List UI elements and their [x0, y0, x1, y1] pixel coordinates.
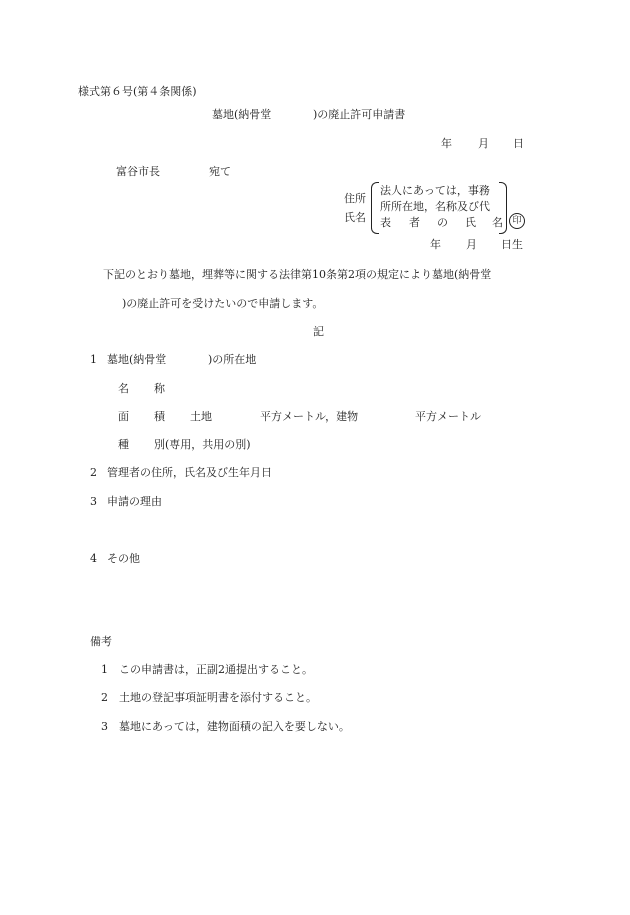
- corporate-note-line2: 所所在地，名称及び代: [380, 200, 490, 213]
- item1-type-char1: 種: [118, 438, 129, 451]
- date-day-label: 日: [513, 137, 524, 150]
- note-number: 2: [101, 691, 108, 704]
- corporate-note-line1: 法人にあっては，事務: [380, 184, 490, 197]
- addressee-suffix: 宛て: [209, 165, 231, 178]
- address-label: 住所: [344, 192, 366, 205]
- item3-number: 3: [90, 495, 97, 508]
- note-number: 1: [101, 663, 108, 676]
- note-text: 土地の登記事項証明書を添付すること。: [119, 691, 317, 704]
- item1-name-char1: 名: [118, 382, 129, 395]
- item1-label-prefix: 墓地(納骨堂: [107, 353, 167, 366]
- title-prefix: 墓地(納骨堂: [212, 108, 272, 121]
- corporate-note-char: 氏: [465, 216, 476, 229]
- date-year-label: 年: [441, 137, 452, 150]
- date-month-label: 月: [478, 137, 489, 150]
- item1-building-unit: 平方メートル: [415, 410, 481, 423]
- item1-land-unit: 平方メートル，建物: [260, 410, 359, 423]
- item1-land-label: 土地: [190, 410, 212, 423]
- birth-year-label: 年: [430, 238, 441, 251]
- body-line2: )の廃止許可を受けたいので申請します。: [122, 297, 324, 310]
- item2-label: 管理者の住所，氏名及び生年月日: [107, 466, 272, 479]
- addressee-name: 富谷市長: [116, 165, 160, 178]
- ki-heading: 記: [313, 325, 324, 338]
- item1-area-char2: 積: [154, 410, 165, 423]
- corporate-note-char: の: [437, 216, 448, 229]
- item1-number: 1: [90, 353, 97, 366]
- item1-name-char2: 称: [154, 382, 165, 395]
- note-bracket-left: [371, 182, 379, 234]
- item1-area-char1: 面: [118, 410, 129, 423]
- item1-type-rest: 別(専用，共用の別): [154, 438, 251, 451]
- title-suffix: )の廃止許可申請書: [313, 108, 406, 121]
- birth-day-label: 日生: [501, 238, 523, 251]
- note-text: 墓地にあっては，建物面積の記入を要しない。: [119, 720, 350, 733]
- item2-number: 2: [90, 466, 97, 479]
- note-number: 3: [101, 720, 108, 733]
- item3-label: 申請の理由: [107, 495, 162, 508]
- item1-label-suffix: )の所在地: [208, 353, 257, 366]
- form-number: 様式第６号(第４条関係): [78, 85, 197, 98]
- seal-mark: 印: [509, 213, 525, 229]
- body-line1: 下記のとおり墓地，埋葬等に関する法律第10条第2項の規定により墓地(納骨堂: [103, 268, 492, 281]
- item4-number: 4: [90, 552, 97, 565]
- corporate-note-char: 名: [492, 216, 503, 229]
- corporate-note-char: 表: [380, 216, 391, 229]
- item4-label: その他: [107, 552, 140, 565]
- corporate-note-char: 者: [409, 216, 420, 229]
- note-text: この申請書は，正副2通提出すること。: [119, 663, 313, 676]
- name-label: 氏名: [344, 211, 366, 224]
- notes-heading: 備考: [90, 635, 112, 648]
- birth-month-label: 月: [466, 238, 477, 251]
